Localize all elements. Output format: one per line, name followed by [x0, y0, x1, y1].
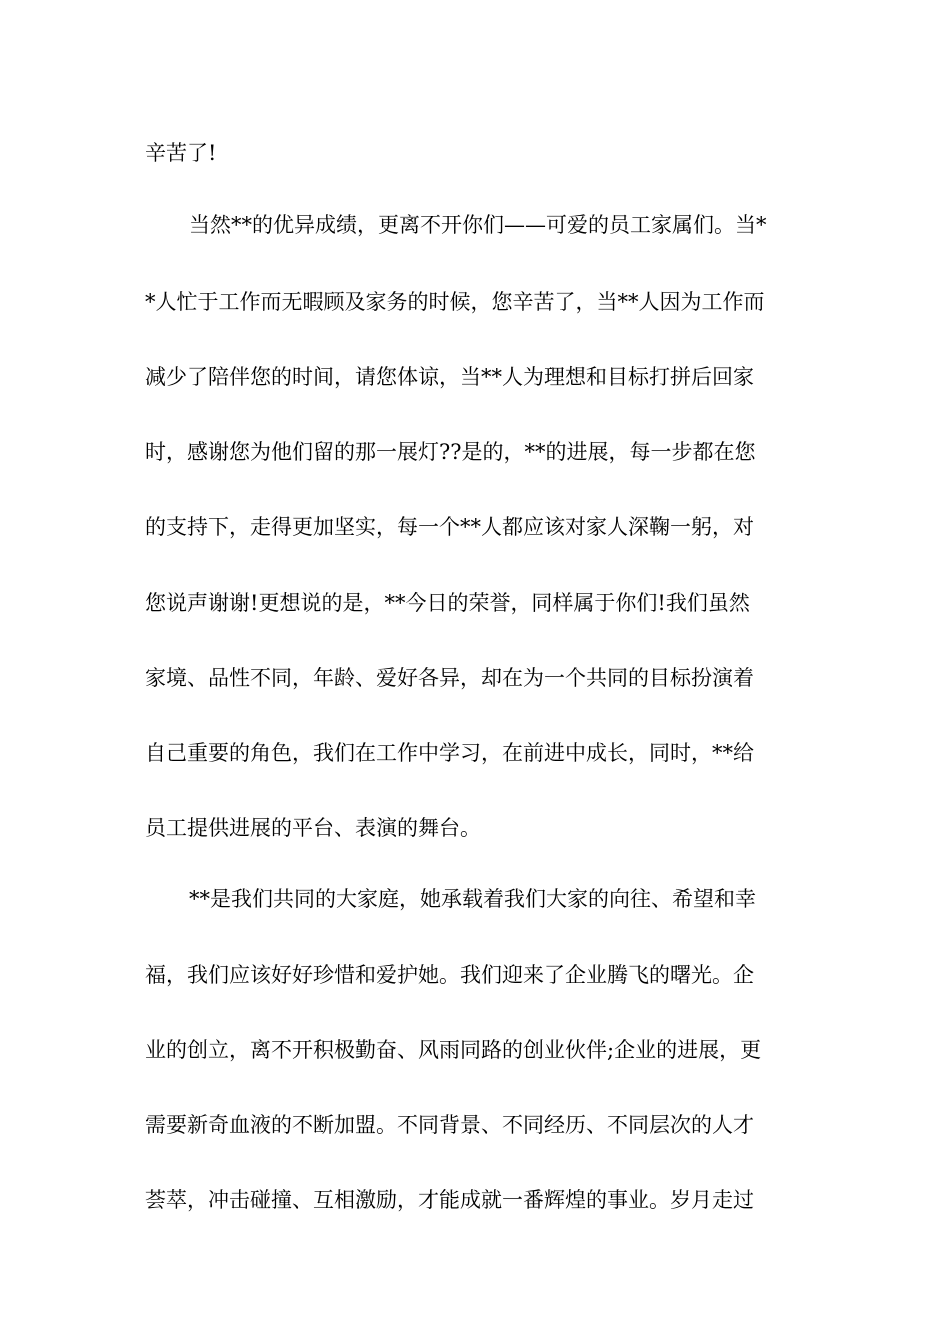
text-line: *人忙于工作而无暇顾及家务的时候，您辛苦了，当**人因为工作而: [145, 290, 765, 314]
text-line: 辛苦了!: [145, 141, 217, 165]
text-line: 减少了陪伴您的时间，请您体谅，当**人为理想和目标打拼后回家: [145, 365, 754, 389]
paragraph-first-line: 当然**的优异成绩，更离不开你们——可爱的员工家属们。当*: [189, 213, 767, 237]
text-line: 的支持下，走得更加坚实，每一个**人都应该对家人深鞠一躬，对: [145, 515, 754, 539]
text-line: 业的创立，离不开积极勤奋、风雨同路的创业伙伴;企业的进展，更: [145, 1038, 762, 1062]
text-line: 自己重要的角色，我们在工作中学习，在前进中成长，同时，**给: [145, 741, 754, 765]
text-line: 需要新奇血液的不断加盟。不同背景、不同经历、不同层次的人才: [145, 1113, 754, 1137]
text-line: 员工提供进展的平台、表演的舞台。: [145, 816, 481, 840]
text-line: 福，我们应该好好珍惜和爱护她。我们迎来了企业腾飞的曙光。企: [145, 963, 754, 987]
text-line: 时，感谢您为他们留的那一展灯??是的，**的进展，每一步都在您: [145, 440, 756, 464]
text-line: 家境、品性不同，年龄、爱好各异，却在为一个共同的目标扮演着: [145, 666, 754, 690]
text-line: 您说声谢谢!更想说的是，**今日的荣誉，同样属于你们!我们虽然: [145, 591, 750, 615]
paragraph-first-line: **是我们共同的大家庭，她承载着我们大家的向往、希望和幸: [189, 887, 756, 911]
text-line: 荟萃，冲击碰撞、互相激励，才能成就一番辉煌的事业。岁月走过: [145, 1188, 754, 1212]
